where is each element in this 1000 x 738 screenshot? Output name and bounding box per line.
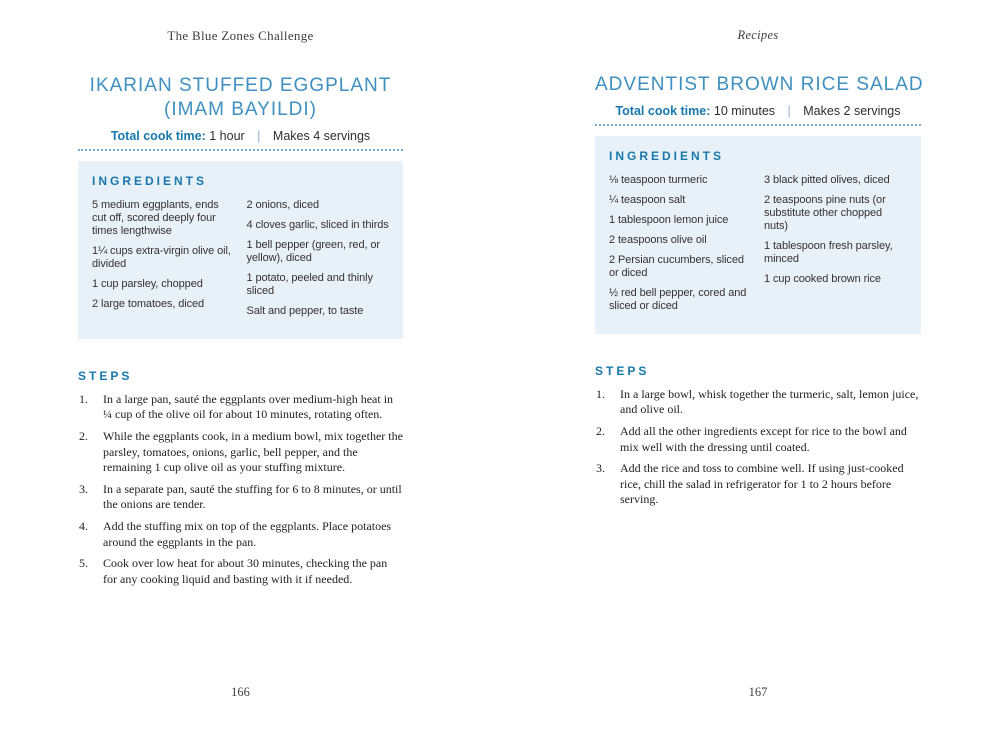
step-item: In a large pan, sauté the eggplants over medium-high heat in ¼ cup of the olive oil for about 10 minutes, rotating often. [103,391,394,422]
ingredient-item: Salt and pepper, to taste [246,304,364,317]
page-number-left: 166 [231,685,250,699]
cook-time-label: Total cook time: [615,104,711,118]
step-item: Add all the other ingredients except for rice to the bowl and mix well with the dressing until coated. [620,423,907,454]
ingredient-column-2 [247,199,390,325]
ingredient-item: ½ red bell pepper, cored and sliced or diced [609,286,747,312]
dotted-divider-right [595,124,921,126]
steps-section-right [595,364,921,508]
ingredient-item: ¼ teaspoon salt [609,193,686,206]
ingredients-box-left [78,161,403,339]
ingredient-item: 2 teaspoons pine nuts (or substitute other chopped nuts) [764,193,886,232]
cook-time-value: 10 minutes [713,104,776,118]
recipe-title-left [78,74,403,122]
servings-text: Makes 4 servings [272,129,371,143]
separator-bar: | [787,104,791,118]
step-item: While the eggplants cook, in a medium bowl, mix together the parsley, tomatoes, onions, garlic, bell pepper, and the remaining 1 cup olive oil as your stuffing mixture. [103,428,403,475]
ingredient-item: ⅛ teaspoon turmeric [609,174,708,186]
step-item: Add the stuffing mix on top of the eggplants. Place potatoes around the eggplants in the pan. [103,518,392,549]
ingredient-columns-left [92,199,389,325]
ingredient-item: 5 medium eggplants, ends cut off, scored deeply four times lengthwise [92,199,219,237]
ingredient-item: 3 black pitted olives, diced [764,174,890,186]
ingredient-item: 1 potato, peeled and thinly sliced [246,271,373,297]
cook-time-line-right [595,104,921,118]
ingredient-item: 4 cloves garlic, sliced in thirds [246,218,389,231]
running-head-left: The Blue Zones Challenge [167,28,314,43]
cook-time-line-left [78,129,403,143]
servings-text: Makes 2 servings [803,104,901,118]
ingredient-column-1 [92,199,235,325]
recipe-title-line1: IKARIAN STUFFED EGGPLANT [89,75,392,96]
ingredient-item: 2 Persian cucumbers, sliced or diced [609,253,744,279]
step-item: Add the rice and toss to combine well. If using just-cooked rice, chill the salad in refrigerator for 1 to 2 hours before serving. [620,461,904,507]
ingredient-item: 1 cup parsley, chopped [92,277,203,290]
steps-heading-left: STEPS [78,368,133,383]
page-right [500,0,1000,738]
ingredient-column-1 [609,174,752,320]
cook-time-label: Total cook time: [110,129,206,143]
ingredient-item: 2 large tomatoes, diced [92,297,205,310]
steps-list-right [595,387,921,508]
ingredients-heading-right: INGREDIENTS [609,149,725,163]
recipe-title-right [595,73,924,97]
ingredient-item: 1 bell pepper (green, red, or yellow), diced [246,238,380,264]
recipe-title-line1: ADVENTIST BROWN RICE SALAD [595,74,924,95]
cook-time-value: 1 hour [209,129,245,143]
recipe-title-line2: (IMAM BAYILDI) [164,99,317,120]
step-item: Cook over low heat for about 30 minutes, checking the pan for any cooking liquid and basting with it if needed. [103,556,388,586]
ingredient-item: 2 teaspoons olive oil [609,233,707,246]
ingredient-columns-right [609,174,907,320]
step-item: In a separate pan, sauté the stuffing for 6 to 8 minutes, or until the onions are tender. [103,481,402,512]
ingredient-item: 1¼ cups extra-virgin olive oil, divided [92,244,231,270]
ingredient-item: 1 tablespoon lemon juice [609,213,729,226]
running-head-right: Recipes [737,28,779,42]
step-item: In a large bowl, whisk together the turmeric, salt, lemon juice, and olive oil. [620,386,919,417]
steps-list-left [78,392,403,588]
page-number-right: 167 [748,685,768,699]
steps-heading-right: STEPS [595,363,650,378]
ingredient-item: 1 tablespoon fresh parsley, minced [764,239,893,265]
separator-bar: | [257,129,261,143]
steps-section-left [78,369,403,588]
ingredient-item: 2 onions, diced [246,199,319,211]
ingredient-column-2 [764,174,907,320]
ingredient-item: 1 cup cooked brown rice [764,272,881,285]
ingredients-heading-left: INGREDIENTS [92,174,208,188]
ingredients-box-right [595,136,921,334]
dotted-divider-left [78,149,403,151]
